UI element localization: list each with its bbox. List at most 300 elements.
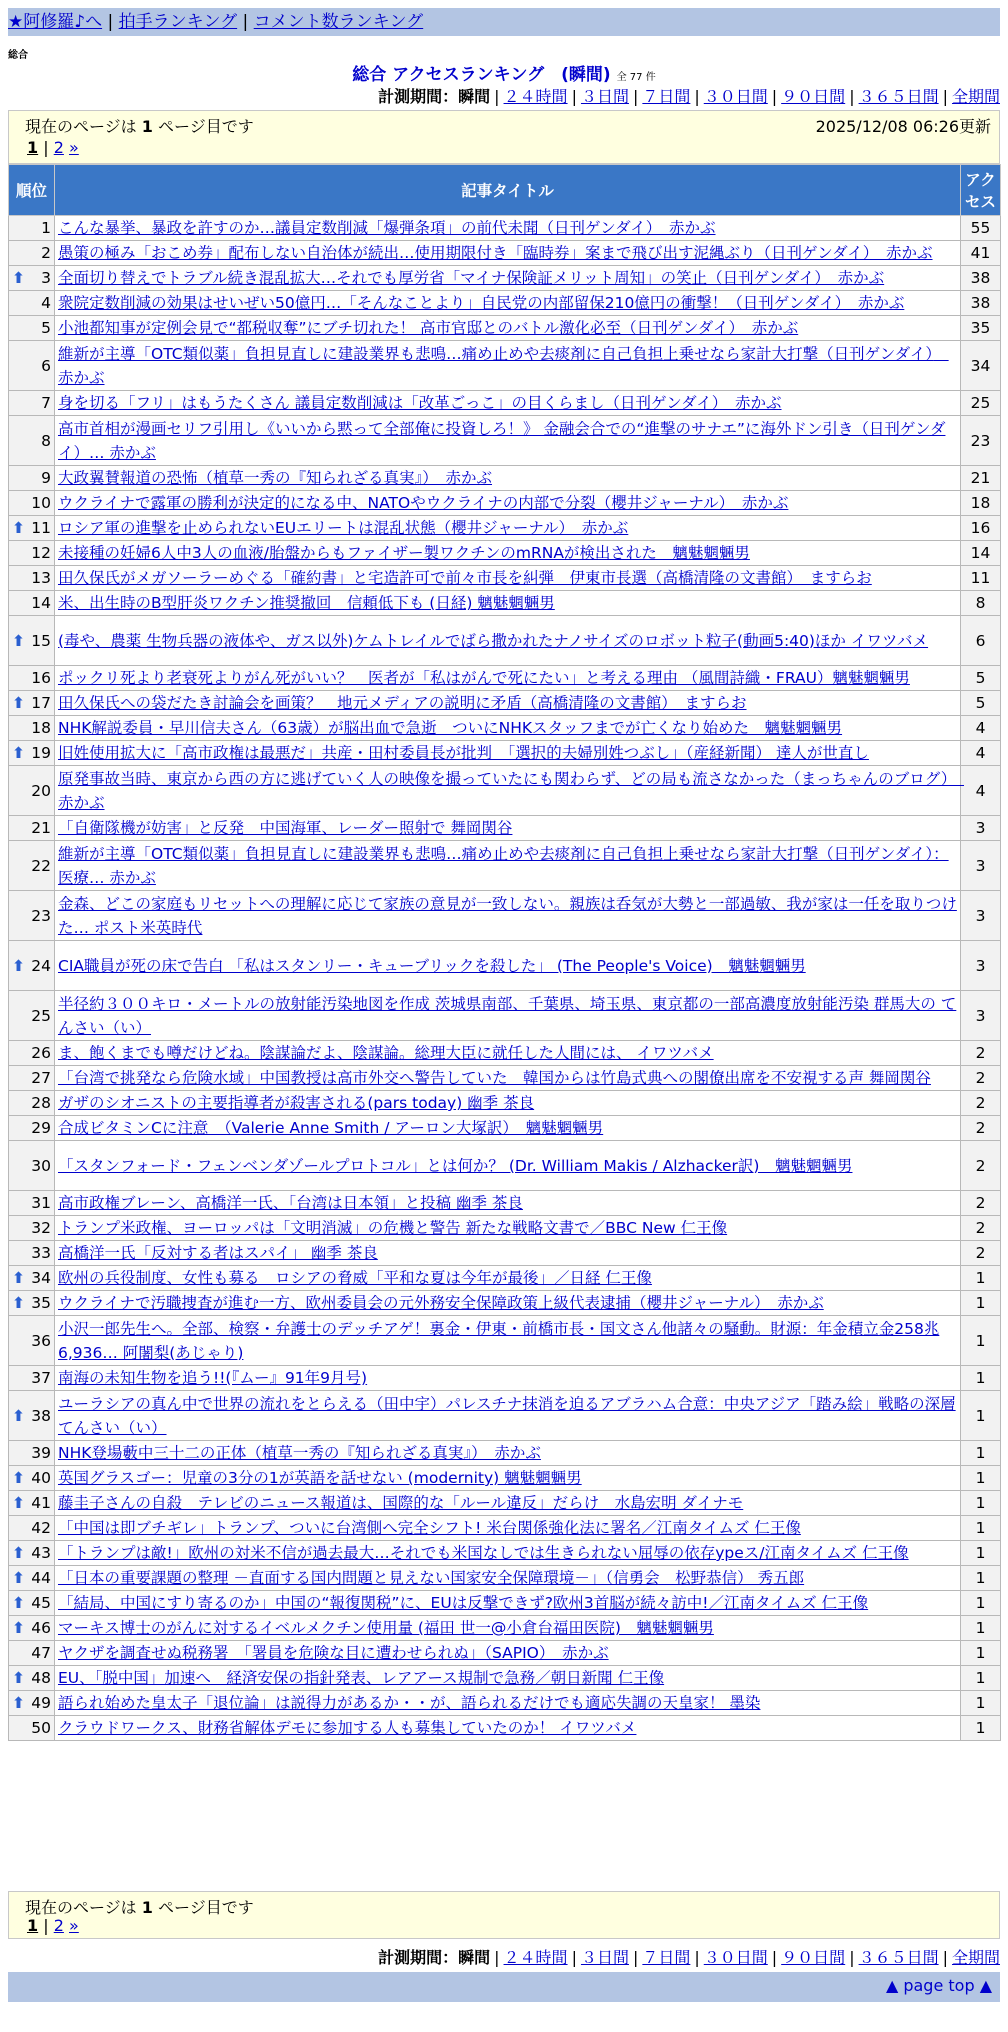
article-link[interactable]: 欧州の兵役制度、女性も募る ロシアの脅威「平和な夏は今年が最後」／日経 仁王像 [58, 1269, 652, 1287]
table-row [9, 241, 1001, 266]
home-link[interactable]: ★阿修羅♪へ [8, 12, 103, 32]
rank-number: 42 [31, 1519, 51, 1537]
rank-number: 38 [31, 1406, 51, 1425]
title-cell [55, 1266, 961, 1291]
table-row [9, 416, 1001, 466]
arrow-up-icon: ⬆ [12, 631, 25, 650]
rank-cell [9, 1316, 55, 1366]
rank-cell [9, 691, 55, 716]
period-selector-top [378, 84, 1000, 107]
article-link[interactable]: ユーラシアの真ん中で世界の流れをとらえる（田中宇）パレスチナ抹消を迫るアブラハム合意：中央アジア「踏み絵」戦略の深層 てんさい（い） [58, 1394, 956, 1437]
rank-cell [9, 941, 55, 991]
rank-cell [9, 1241, 55, 1266]
title-cell [55, 1591, 961, 1616]
rank-number: 46 [31, 1619, 51, 1637]
title-cell [55, 1141, 961, 1191]
rank-cell [9, 1541, 55, 1566]
table-row [9, 1241, 1001, 1266]
period-option-4[interactable]: ３０日間 [703, 1948, 768, 1967]
article-link[interactable]: 「日本の重要課題の整理 －直面する国内問題と見えない国家安全保障環境－」（信勇会 松野恭信） 秀五郎 [58, 1569, 805, 1587]
rank-number: 43 [31, 1544, 51, 1562]
table-row [9, 1641, 1001, 1666]
access-count: 2 [961, 1091, 1001, 1116]
category-label: 総合 [8, 50, 28, 61]
article-link[interactable]: 語られ始めた皇太子「退位論」は説得力があるか・・が、語られるだけでも適応失調の天皇家！ 墨染 [58, 1694, 761, 1712]
access-count: 2 [961, 1066, 1001, 1091]
article-link[interactable]: 身を切る「フリ」はもうたくさん 議員定数削減は「改革ごっこ」の目くらまし（日刊ゲンダイ） 赤かぶ [58, 394, 782, 412]
rank-cell [9, 566, 55, 591]
rank-cell [9, 416, 55, 466]
table-row [9, 1591, 1001, 1616]
rank-cell [9, 216, 55, 241]
table-row [9, 1666, 1001, 1691]
rank-number: 10 [31, 494, 51, 512]
table-row [9, 216, 1001, 241]
article-link[interactable]: 「トランプは敵!」欧州の対米不信が過去最大…それでも米国なしでは生きられない屈辱の依存ypeス/江南タイムズ 仁王像 [58, 1544, 909, 1562]
rank-number: 41 [31, 1494, 51, 1512]
article-link[interactable]: ロシア軍の進撃を止められないEUエリートは混乱状態（櫻井ジャーナル） 赤かぶ [58, 519, 629, 537]
access-count: 55 [961, 216, 1001, 241]
period-separator: | [632, 1948, 639, 1967]
article-link[interactable]: EU、「脱中国」加速へ 経済安保の指針発表、レアアース規制で急務／朝日新聞 仁王像 [58, 1669, 665, 1687]
rank-number: 29 [31, 1119, 51, 1137]
table-row [9, 1691, 1001, 1716]
article-link[interactable]: こんな暴挙、暴政を許すのか…議員定数削減「爆弾条項」の前代未聞（日刊ゲンダイ） 赤かぶ [58, 219, 716, 237]
title-cell [55, 1191, 961, 1216]
rank-cell [9, 1616, 55, 1641]
period-separator: | [694, 87, 700, 106]
rank-cell [9, 1191, 55, 1216]
article-link[interactable]: 大政翼賛報道の恐怖（植草一秀の『知られざる真実』） 赤かぶ [58, 469, 493, 487]
article-link[interactable]: 高市政権ブレーン、高橋洋一氏、「台湾は日本領」と投稿 幽季 茶良 [58, 1194, 523, 1212]
access-count: 1 [961, 1491, 1001, 1516]
title-cell [55, 666, 961, 691]
article-link[interactable]: 愚策の極み「おこめ券」配布しない自治体が続出…使用期限付き「臨時券」案まで飛び出す泥縄ぶり（日刊ゲンダイ） 赤かぶ [58, 244, 933, 262]
arrow-up-icon: ⬆ [12, 1294, 25, 1312]
table-row [9, 541, 1001, 566]
arrow-up-icon: ⬆ [12, 1269, 25, 1287]
rank-cell [9, 616, 55, 666]
rank-number: 20 [31, 781, 51, 800]
page-info-bottom [8, 1891, 1000, 1939]
table-row [9, 666, 1001, 691]
rank-cell [9, 291, 55, 316]
table-row [9, 591, 1001, 616]
nav-separator: | [242, 12, 249, 32]
rank-cell [9, 891, 55, 941]
access-count: 1 [961, 1566, 1001, 1591]
item-count: 全 77 件 [616, 72, 656, 83]
clap-ranking-link[interactable]: 拍手ランキング [118, 12, 238, 32]
rank-cell [9, 816, 55, 841]
pager-page-2[interactable]: 2 [53, 138, 64, 157]
article-link[interactable]: トランプ米政権、ヨーロッパは「文明消滅」の危機と警告 新たな戦略文書で／BBC New 仁王像 [58, 1219, 728, 1237]
article-link[interactable]: 合成ビタミンCに注意 （Valerie Anne Smith / アーロン大塚訳） 魑魅魍魎男 [58, 1119, 604, 1137]
article-link[interactable]: 藤圭子さんの自殺 テレビのニュース報道は、国際的な「ルール違反」だらけ 水島宏明 ダイナモ [58, 1494, 744, 1512]
access-count: 1 [961, 1641, 1001, 1666]
period-option-1[interactable]: ２４時間 [503, 87, 568, 106]
table-row [9, 1541, 1001, 1566]
rank-number: 12 [31, 544, 51, 562]
period-separator: | [494, 87, 500, 106]
article-link[interactable]: 田久保氏がメガソーラーめぐる「確約書」と宅造許可で前々市長を糾弾 伊東市長選（高橋清隆の文書館） ますらお [58, 569, 872, 587]
table-row [9, 266, 1001, 291]
rank-cell [9, 516, 55, 541]
rank-cell [9, 241, 55, 266]
period-option-7[interactable]: 全期間 [951, 87, 1000, 106]
rank-cell [9, 1591, 55, 1616]
rank-cell [9, 591, 55, 616]
rank-cell [9, 1441, 55, 1466]
article-link[interactable]: 旧姓使用拡大に「高市政権は最悪だ」共産・田村委員長が批判 「選択的夫婦別姓つぶし」（産経新聞） 達人が世直し [58, 744, 869, 762]
title-cell [55, 516, 961, 541]
access-count: 1 [961, 1591, 1001, 1616]
article-link[interactable]: NHK登場藪中三十二の正体（植草一秀の『知られざる真実』） 赤かぶ [58, 1444, 541, 1462]
period-option-5[interactable]: ９０日間 [781, 87, 846, 106]
comment-ranking-link[interactable]: コメント数ランキング [253, 12, 424, 32]
title-cell [55, 991, 961, 1041]
rank-number: 27 [31, 1069, 51, 1087]
title-cell [55, 416, 961, 466]
rank-cell [9, 1641, 55, 1666]
title-cell [55, 941, 961, 991]
article-link[interactable]: 全面切り替えでトラブル続き混乱拡大…それでも厚労省「マイナ保険証メリット周知」の笑止（日刊ゲンダイ） 赤かぶ [58, 269, 885, 287]
article-link[interactable]: (毒や、農薬 生物兵器の液体や、ガス以外)ケムトレイルでばら撒かれたナノサイズのロボット粒子(動画5:40)ほか イワツバメ [58, 631, 929, 650]
article-link[interactable]: ま、飽くまでも噂だけどね。陰謀論だよ、陰謀論。総理大臣に就任した人間には、 イワツバメ [58, 1044, 714, 1062]
pager-top: 1 | 2 » [27, 138, 79, 157]
title-header: 記事タイトル [55, 165, 961, 216]
period-option-2[interactable]: ３日間 [580, 87, 629, 106]
access-count: 6 [961, 616, 1001, 666]
period-option-2[interactable]: ３日間 [580, 1948, 629, 1967]
rank-number: 30 [31, 1156, 51, 1175]
access-count: 5 [961, 666, 1001, 691]
rank-cell [9, 391, 55, 416]
access-count: 1 [961, 1441, 1001, 1466]
table-row [9, 766, 1001, 816]
access-count: 3 [961, 941, 1001, 991]
access-count: 1 [961, 1391, 1001, 1441]
rank-number: 50 [31, 1719, 51, 1737]
access-count: 35 [961, 316, 1001, 341]
title-cell [55, 541, 961, 566]
title-cell [55, 891, 961, 941]
title-cell [55, 741, 961, 766]
title-cell [55, 1441, 961, 1466]
table-row [9, 466, 1001, 491]
rank-number: 16 [31, 669, 51, 687]
arrow-up-icon: ⬆ [12, 1469, 25, 1487]
table-row [9, 1616, 1001, 1641]
title-cell [55, 316, 961, 341]
access-count: 1 [961, 1541, 1001, 1566]
table-row [9, 691, 1001, 716]
article-link[interactable]: ウクライナで露軍の勝利が決定的になる中、NATOやウクライナの内部で分裂（櫻井ジャーナル） 赤かぶ [58, 494, 789, 512]
title-cell [55, 216, 961, 241]
article-link[interactable]: 「中国は即ブチギレ」トランプ、ついに台湾側へ完全シフト! 米台関係強化法に署名／江南タイムズ 仁王像 [58, 1519, 801, 1537]
nav-separator: | [107, 12, 114, 32]
pager-next[interactable]: » [69, 1916, 79, 1935]
table-row [9, 1566, 1001, 1591]
title-cell [55, 341, 961, 391]
period-separator: | [942, 87, 948, 106]
rank-number: 1 [41, 219, 51, 237]
article-link[interactable]: 高市首相が漫画セリフ引用し《いいから黙って全部俺に投資しろ！》 金融会合での“進撃のサナエ”に海外ドン引き（日刊ゲンダイ）… 赤かぶ [58, 419, 946, 462]
article-link[interactable]: 小池都知事が定例会見で“都税収奪”にブチ切れた！ 高市官邸とのバトル激化必至（日刊ゲンダイ） 赤かぶ [58, 319, 799, 337]
access-count: 16 [961, 516, 1001, 541]
rank-number: 4 [41, 294, 51, 312]
rank-number: 13 [31, 569, 51, 587]
article-link[interactable]: ポックリ死より老衰死よりがん死がいい？ 医者が「私はがんで死にたい」と考える理由 （風間詩織・FRAU）魑魅魍魎男 [58, 669, 910, 687]
title-cell [55, 1391, 961, 1441]
access-count: 1 [961, 1666, 1001, 1691]
article-link[interactable]: 原発事故当時、東京から西の方に逃げていく人の映像を撮っていたにも関わらず、どの局も流さなかった（まっちゃんのブログ） 赤かぶ [58, 769, 964, 812]
rank-cell [9, 741, 55, 766]
title-cell [55, 566, 961, 591]
title-cell [55, 291, 961, 316]
article-link[interactable]: 金森、どこの家庭もリセットへの理解に応じて家族の意見が一致しない。親族は呑気が大勢と一部過敏、我が家は一任を取りつけた… ポスト米英時代 [58, 894, 957, 937]
article-link[interactable]: 「自衛隊機が妨害」と反発 中国海軍、レーダー照射で 舞岡関谷 [58, 819, 513, 837]
rank-number: 15 [31, 631, 51, 650]
table-row [9, 941, 1001, 991]
pager-next[interactable]: » [69, 138, 79, 157]
article-link[interactable]: 維新が主導「OTC類似薬」負担見直しに建設業界も悲鳴…痛め止めや去痰剤に自己負担上乗せなら家計大打撃（日刊ゲンダイ）：医療… 赤かぶ [58, 844, 949, 887]
period-option-3[interactable]: ７日間 [642, 1948, 691, 1967]
title-cell [55, 266, 961, 291]
rank-header: 順位 [9, 165, 55, 216]
rank-number: 2 [41, 244, 51, 262]
arrow-up-icon: ⬆ [12, 1494, 25, 1512]
title-cell [55, 1641, 961, 1666]
article-link[interactable]: マーキス博士のがんに対するイベルメクチン使用量 (福田 世一@小倉台福田医院) 魑魅魍魎男 [58, 1619, 714, 1637]
rank-cell [9, 316, 55, 341]
access-count: 1 [961, 1316, 1001, 1366]
rank-number: 6 [41, 356, 51, 375]
article-link[interactable]: 維新が主導「OTC類似薬」負担見直しに建設業界も悲鳴…痛め止めや去痰剤に自己負担上乗せなら家計大打撃（日刊ゲンダイ） 赤かぶ [58, 344, 949, 387]
page-top-link[interactable]: ▲ page top ▲ [885, 1976, 992, 1995]
title-cell [55, 1066, 961, 1091]
rank-number: 40 [31, 1469, 51, 1487]
table-row [9, 1291, 1001, 1316]
period-separator: | [571, 87, 577, 106]
rank-cell [9, 1391, 55, 1441]
article-link[interactable]: NHK解説委員・早川信夫さん（63歳）が脳出血で急逝 ついにNHKスタッフまでが亡くなり始めた 魑魅魍魎男 [58, 719, 843, 737]
rank-number: 24 [31, 956, 51, 975]
article-link[interactable]: 未接種の妊婦6人中3人の血液/胎盤からもファイザー製ワクチンのmRNAが検出された 魑魅魍魎男 [58, 544, 750, 562]
article-link[interactable]: 半径約３００キロ・メートルの放射能汚染地図を作成 茨城県南部、千葉県、埼玉県、東京都の一部高濃度放射能汚染 群馬大の てんさい（い） [58, 994, 957, 1037]
period-label: 計測期間： [378, 1948, 459, 1967]
arrow-up-icon: ⬆ [12, 519, 25, 537]
article-link[interactable]: クラウドワークス、財務省解体デモに参加する人も募集していたのか！ イワツバメ [58, 1719, 637, 1737]
article-link[interactable]: 英国グラスゴー：児童の3分の1が英語を話せない (modernity) 魑魅魍魎男 [58, 1469, 582, 1487]
title-cell [55, 1216, 961, 1241]
access-count: 2 [961, 1116, 1001, 1141]
rank-number: 9 [41, 469, 51, 487]
period-option-7[interactable]: 全期間 [951, 1948, 1000, 1967]
article-link[interactable]: 南海の未知生物を追う!!(『ムー』91年9月号) [58, 1369, 368, 1387]
title-cell [55, 466, 961, 491]
rank-number: 49 [31, 1694, 51, 1712]
access-count: 2 [961, 1191, 1001, 1216]
rank-number: 19 [31, 744, 51, 762]
rank-number: 47 [31, 1644, 51, 1662]
table-row [9, 516, 1001, 541]
period-option-5[interactable]: ９０日間 [781, 1948, 846, 1967]
access-count: 2 [961, 1041, 1001, 1066]
period-separator: | [632, 87, 639, 106]
access-count: 23 [961, 416, 1001, 466]
table-row [9, 316, 1001, 341]
rank-number: 3 [41, 269, 51, 287]
ranking-body [9, 216, 1001, 1741]
table-row [9, 1116, 1001, 1141]
title-cell [55, 1566, 961, 1591]
rank-number: 44 [31, 1569, 51, 1587]
period-option-4[interactable]: ３０日間 [703, 87, 768, 106]
article-link[interactable]: ヤクザを調査せぬ税務署 「署員を危険な目に遭わせられぬ」（SAPIO） 赤かぶ [58, 1644, 609, 1662]
rank-cell [9, 266, 55, 291]
article-link[interactable]: 米、出生時のB型肝炎ワクチン推奨撤回 信頼低下も (日経) 魑魅魍魎男 [58, 594, 555, 612]
table-row [9, 1516, 1001, 1541]
access-count: 18 [961, 491, 1001, 516]
rank-number: 34 [31, 1269, 51, 1287]
title-cell [55, 1316, 961, 1366]
rank-number: 14 [31, 594, 51, 612]
rank-cell [9, 1066, 55, 1091]
updated-timestamp: 2025/12/08 06:26更新 [815, 117, 991, 136]
rank-number: 32 [31, 1219, 51, 1237]
period-option-6[interactable]: ３６５日間 [858, 87, 939, 106]
rank-number: 37 [31, 1369, 51, 1387]
access-count: 3 [961, 891, 1001, 941]
access-count: 41 [961, 241, 1001, 266]
period-selector-bottom [378, 1945, 1000, 1968]
table-row [9, 841, 1001, 891]
access-count: 2 [961, 1216, 1001, 1241]
table-row [9, 1216, 1001, 1241]
rank-number: 8 [41, 431, 51, 450]
table-row [9, 341, 1001, 391]
ranking-table [8, 164, 1001, 1741]
period-separator: | [942, 1948, 948, 1967]
rank-number: 21 [31, 819, 51, 837]
pager-page-2[interactable]: 2 [53, 1916, 64, 1935]
pager-bottom: 1 | 2 » [27, 1916, 79, 1935]
article-link[interactable]: 田久保氏への袋だたき討論会を画策？ 地元メディアの説明に矛盾（高橋清隆の文書館） ますらお [58, 694, 747, 712]
article-link[interactable]: 「台湾で挑発なら危険水域」中国教授は高市外交へ警告していた 韓国からは竹島式典への閣僚出席を不安視する声 舞岡関谷 [58, 1069, 931, 1087]
rank-number: 28 [31, 1094, 51, 1112]
rank-number: 18 [31, 719, 51, 737]
page-info-top [8, 110, 1000, 164]
access-count: 8 [961, 591, 1001, 616]
rank-cell [9, 1041, 55, 1066]
article-link[interactable]: 高橋洋一氏「反対する者はスパイ」 幽季 茶良 [58, 1244, 378, 1262]
rank-cell [9, 491, 55, 516]
access-count: 3 [961, 991, 1001, 1041]
article-link[interactable]: ウクライナで汚職捜査が進む一方、欧州委員会の元外務安全保障政策上級代表逮捕（櫻井ジャーナル） 赤かぶ [58, 1294, 824, 1312]
title-cell [55, 491, 961, 516]
table-row [9, 1491, 1001, 1516]
table-row [9, 491, 1001, 516]
table-row [9, 991, 1001, 1041]
table-row [9, 1041, 1001, 1066]
table-row [9, 1366, 1001, 1391]
access-count: 1 [961, 1366, 1001, 1391]
rank-cell [9, 1116, 55, 1141]
rank-cell [9, 991, 55, 1041]
access-count: 38 [961, 266, 1001, 291]
current-page-text: 現在のページは 1 ページ目です [25, 117, 254, 136]
period-option-3[interactable]: ７日間 [642, 87, 691, 106]
rank-number: 33 [31, 1244, 51, 1262]
period-separator: | [849, 1948, 855, 1967]
title-cell [55, 1491, 961, 1516]
period-separator: | [771, 87, 778, 106]
article-link[interactable]: ガザのシオニストの主要指導者が殺害される(pars today) 幽季 茶良 [58, 1094, 535, 1112]
rank-number: 35 [31, 1294, 51, 1312]
title-cell [55, 841, 961, 891]
rank-number: 5 [41, 319, 51, 337]
access-count: 34 [961, 341, 1001, 391]
period-option-1[interactable]: ２４時間 [503, 1948, 568, 1967]
title-cell [55, 1041, 961, 1066]
access-count: 2 [961, 1141, 1001, 1191]
period-separator: | [849, 87, 855, 106]
title-cell [55, 766, 964, 816]
rank-cell [9, 666, 55, 691]
title-cell [55, 241, 961, 266]
top-nav [8, 8, 1000, 36]
article-link[interactable]: CIA職員が死の床で告白 「私はスタンリー・キューブリックを殺した」 (The People's Voice) 魑魅魍魎男 [58, 956, 806, 975]
title-cell [55, 616, 961, 666]
article-link[interactable]: 「スタンフォード・フェンベンダゾールプロトコル」とは何か？ (Dr. William Makis / Alzhacker訳) 魑魅魍魎男 [58, 1156, 853, 1175]
table-row [9, 1391, 1001, 1441]
period-separator: | [571, 1948, 577, 1967]
rank-cell [9, 1466, 55, 1491]
rank-cell [9, 341, 55, 391]
table-row [9, 1716, 1001, 1741]
access-count: 25 [961, 391, 1001, 416]
title-cell [55, 1666, 961, 1691]
rank-cell [9, 1666, 55, 1691]
table-header-row [9, 165, 1001, 216]
access-count: 4 [961, 741, 1001, 766]
table-row [9, 1066, 1001, 1091]
access-count: 1 [961, 1616, 1001, 1641]
rank-cell [9, 1366, 55, 1391]
title-cell [55, 1716, 961, 1741]
access-count: 21 [961, 466, 1001, 491]
rank-cell [9, 1516, 55, 1541]
rank-cell [9, 1141, 55, 1191]
access-count: 4 [961, 766, 1001, 816]
rank-cell [9, 541, 55, 566]
article-link[interactable]: 「結局、中国にすり寄るのか」中国の“報復関税”に、EUは反撃できず?欧州3首脳が続々訪中!／江南タイムズ 仁王像 [58, 1594, 869, 1612]
arrow-up-icon: ⬆ [12, 1669, 25, 1687]
arrow-up-icon: ⬆ [12, 1544, 25, 1562]
period-separator: | [494, 1948, 500, 1967]
rank-number: 22 [31, 856, 51, 875]
rank-cell [9, 1091, 55, 1116]
rank-cell [9, 1216, 55, 1241]
access-count: 1 [961, 1266, 1001, 1291]
rank-cell [9, 841, 55, 891]
rank-cell [9, 1691, 55, 1716]
period-option-6[interactable]: ３６５日間 [858, 1948, 939, 1967]
title-cell [55, 716, 961, 741]
article-link[interactable]: 小沢一郎先生へ。全部、検察・弁護士のデッチアゲ！裏金・伊東・前橋市長・国文さん他諸々の騒動。財源：年金積立金258兆6,936… 阿闍梨(あじゃり) [58, 1319, 940, 1362]
article-link[interactable]: 衆院定数削減の効果はせいぜい50億円…「そんなことより」自民党の内部留保210億円の衝撃！（日刊ゲンダイ） 赤かぶ [58, 294, 905, 312]
